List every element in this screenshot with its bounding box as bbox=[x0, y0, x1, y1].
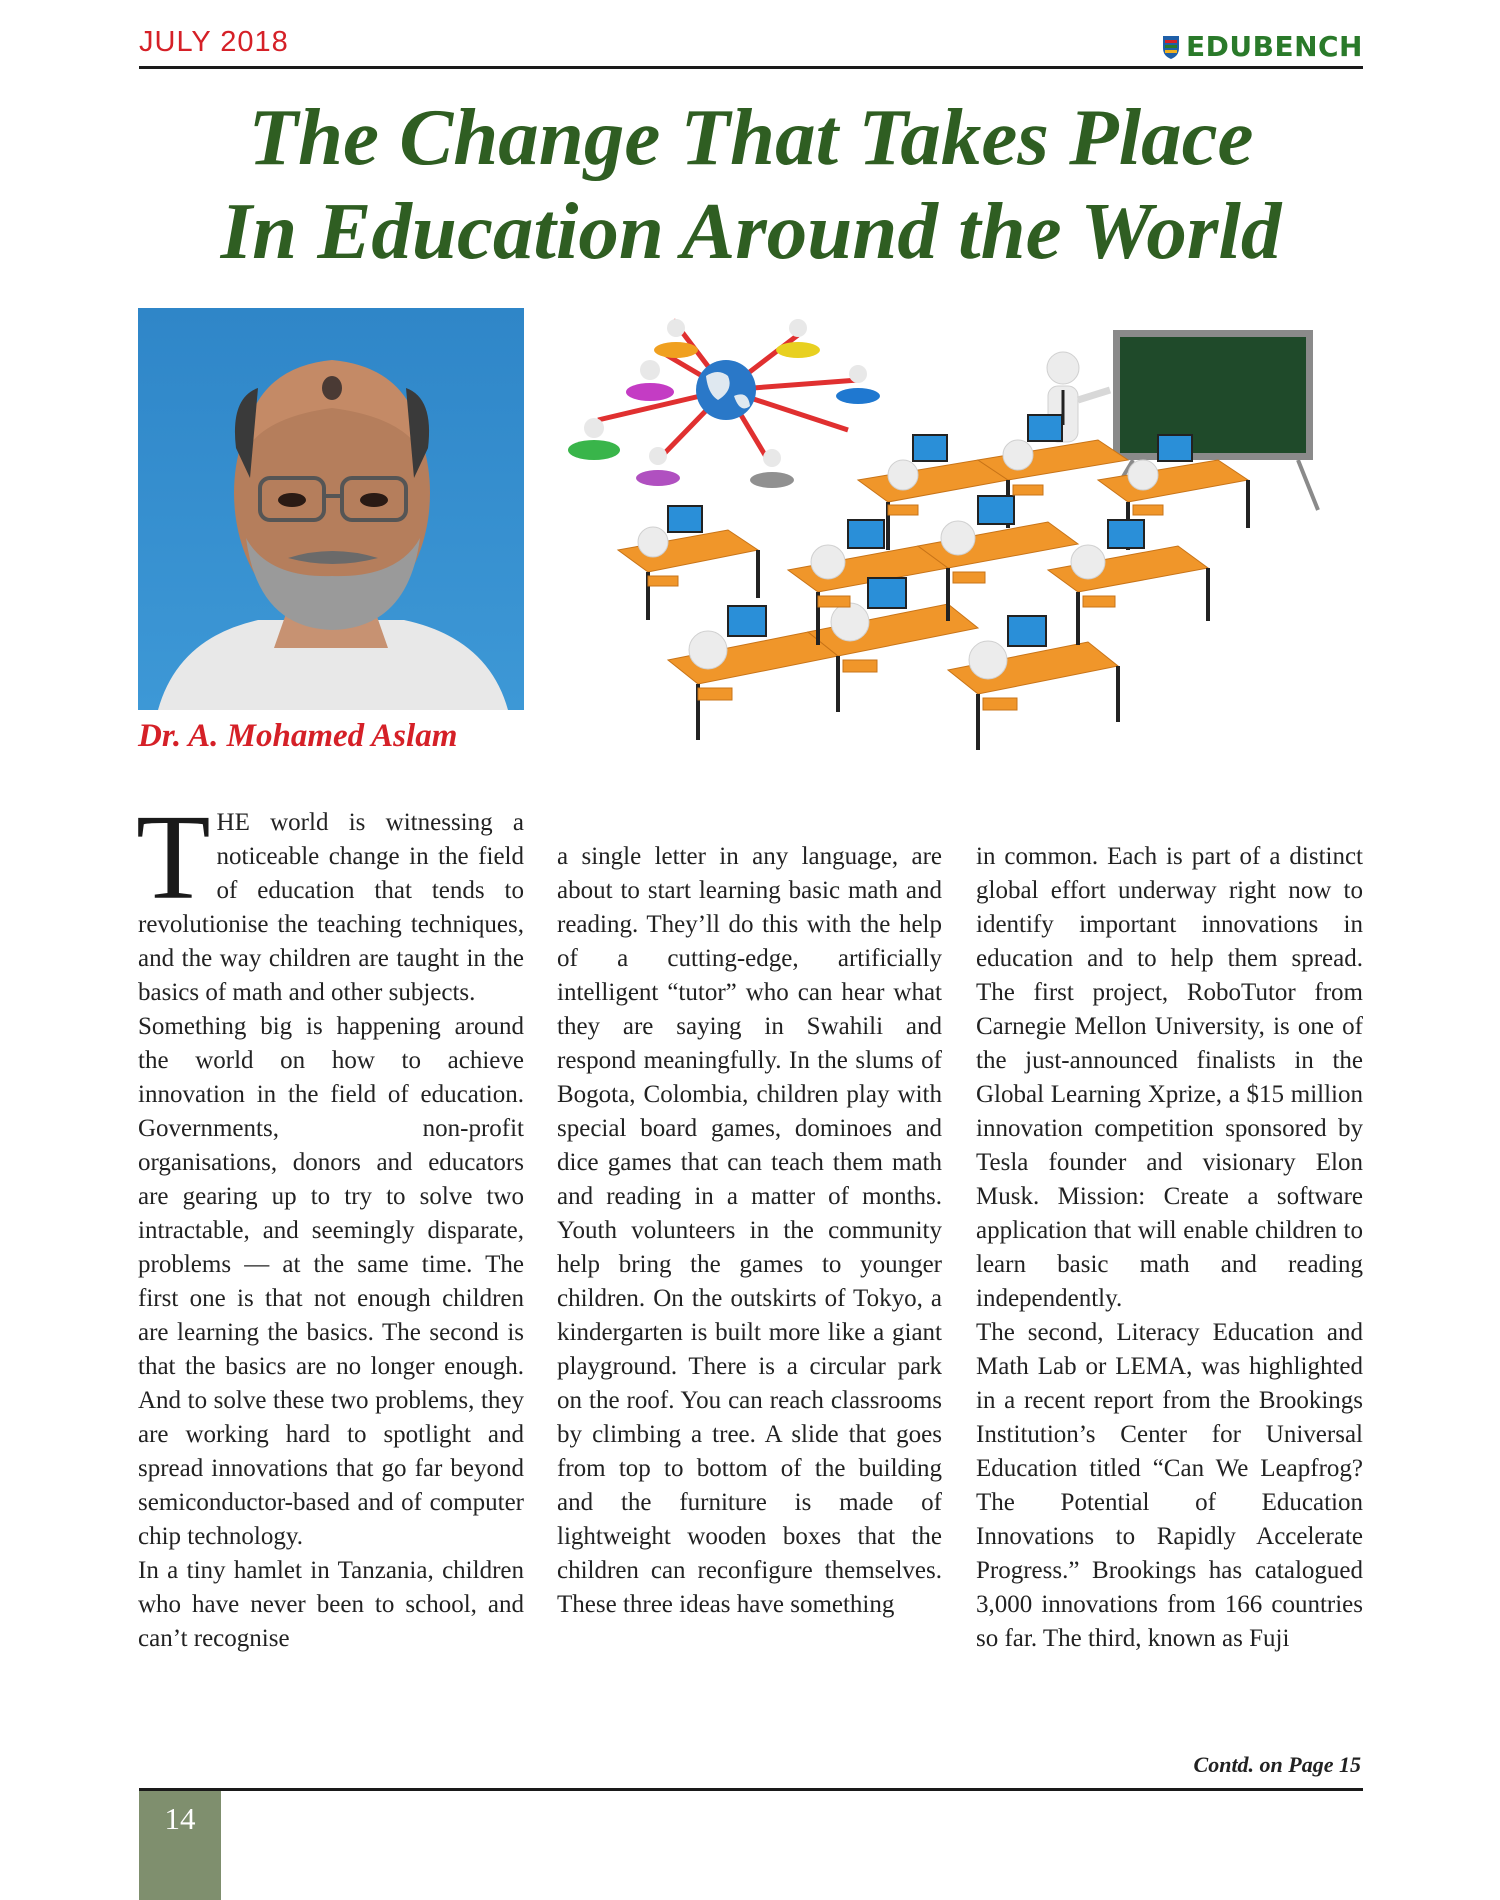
paragraph: Something big is happening around the world on how to achieve innovation in the field of education. Governments, non-profit organisations, donors and educators are gearing up to try to solve two intractable, and seemingly disparate, problems — at the same time. The first one is that not enough children are learning the basics. The second is that the basics are no longer enough. And to solve these two problems, they are working hard to spotlight and spread innovations that go far beyond semiconductor-based and of computer chip technology. bbox=[138, 1013, 524, 1550]
brand-shield-icon bbox=[1162, 34, 1180, 60]
author-photo bbox=[138, 308, 524, 710]
author-name: Dr. A. Mohamed Aslam bbox=[138, 718, 458, 754]
paragraph-text: HE world is witnessing a noticeable change in the field of education that tends to revolutionise the teaching techniques, and the way children are taught in the basics of math and other subjects. bbox=[138, 809, 524, 1006]
article-column-2 bbox=[557, 840, 942, 1622]
page-number: 14 bbox=[139, 1791, 221, 1900]
title-line-2: In Education Around the World bbox=[220, 186, 1282, 276]
article-column-3 bbox=[976, 840, 1363, 1656]
paragraph: in common. Each is part of a distinct global effort underway right now to identify important innovations in education and to help them spread. The first project, RoboTutor from Carnegie Mellon University, is one of the just-announced finalists in the Global Learning Xprize, a $15 million innovation competition sponsored by Tesla founder and visionary Elon Musk. Mission: Create a software application that will enable children to learn basic math and reading independently. bbox=[976, 843, 1363, 1312]
article-column-1 bbox=[136, 790, 524, 1656]
globe-icon bbox=[696, 360, 756, 420]
header-rule bbox=[139, 66, 1363, 69]
classroom-illustration bbox=[558, 310, 1340, 812]
brand-name: EDUBENCH bbox=[1186, 30, 1363, 63]
paragraph: a single letter in any language, are about to start learning basic math and reading. They’ll do this with the help of a cutting-edge, artificially intelligent “tutor” who can hear what they are saying in Swahili and respond meaningfully. In the slums of Bogota, Colombia, children play with special board games, dominoes and dice games that can teach them math and reading in a matter of months. Youth volunteers in the community help bring the games to younger children. On the outskirts of Tokyo, a kindergarten is built more like a giant playground. There is a circular park on the roof. You can reach classrooms by climbing a tree. A slide that goes from top to bottom of the building and the furniture is made of lightweight wooden boxes that the children can reconfigure themselves. These three ideas have something bbox=[557, 843, 942, 1618]
article-title bbox=[139, 90, 1363, 278]
paragraph: In a tiny hamlet in Tanzania, children who have never been to school, and can’t recognise bbox=[138, 1557, 524, 1652]
paragraph: The second, Literacy Education and Math Lab or LEMA, was highlighted in a recent report from the Brookings Institution’s Center for Universal Education titled “Can We Leapfrog? The Potential of Education Innovations to Rapidly Accelerate Progress.” Brookings has catalogued 3,000 innovations from 166 countries so far. The third, known as Fuji bbox=[976, 1319, 1363, 1652]
desks bbox=[618, 440, 1248, 750]
drop-cap: T bbox=[136, 790, 211, 925]
title-line-1: The Change That Takes Place bbox=[248, 92, 1254, 182]
brand-logo bbox=[1162, 30, 1363, 63]
paragraph bbox=[136, 790, 524, 1010]
footer-rule bbox=[139, 1788, 1363, 1791]
continued-note: Contd. on Page 15 bbox=[1193, 1752, 1361, 1777]
issue-date: JULY 2018 bbox=[139, 26, 289, 58]
